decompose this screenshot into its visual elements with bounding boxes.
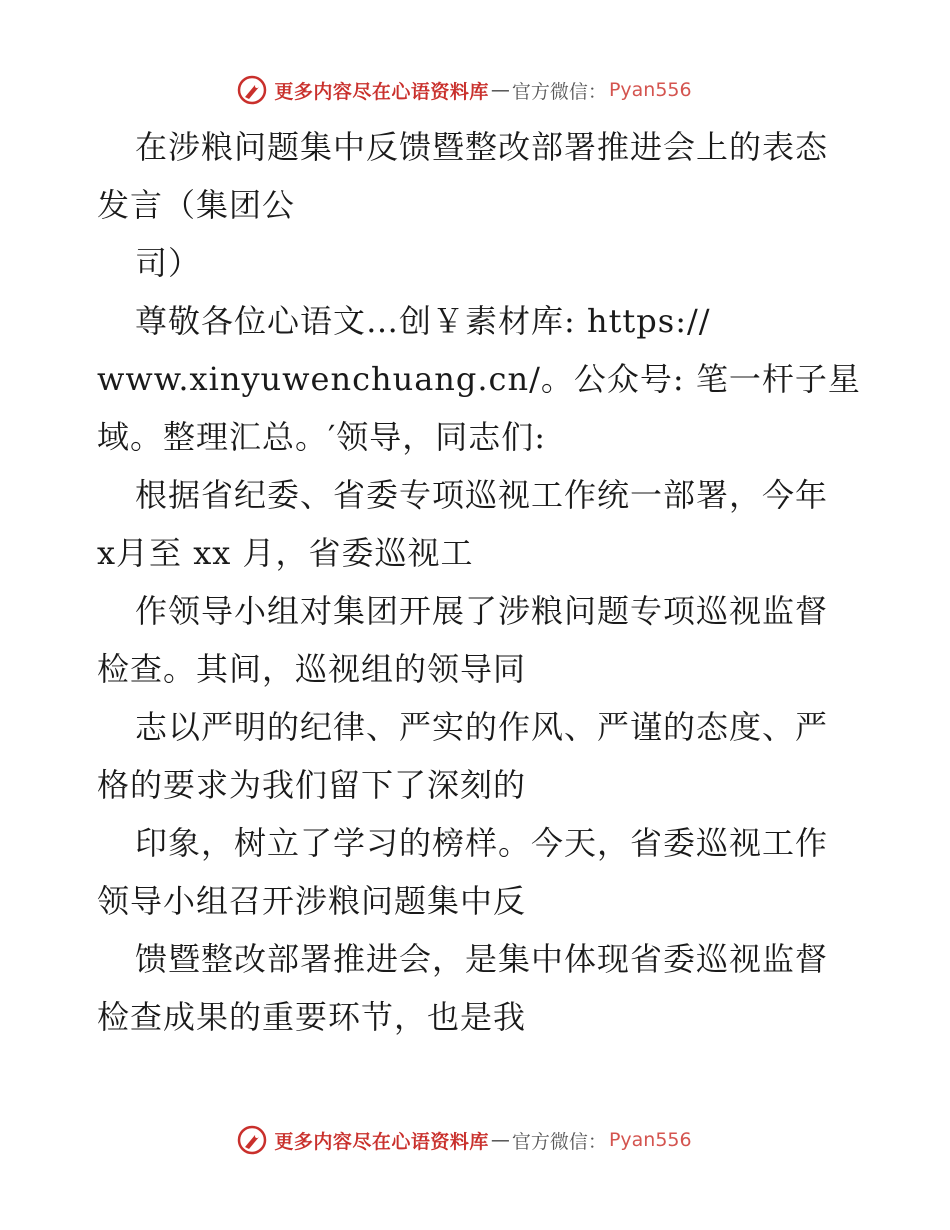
text-line: 根据省纪委、省委专项巡视工作统一部署，今年 [135, 476, 829, 514]
watermark-label: 官方微信： [511, 80, 607, 103]
header-watermark [0, 70, 950, 110]
text-line: 域。整理汇总。′领导，同志们: [97, 418, 547, 456]
text-line: 领导小组召开涉粮问题集中反 [97, 882, 527, 920]
watermark-main-text: 更多内容尽在心语资料库 [274, 80, 489, 103]
pen-nib-logo-icon [236, 1124, 268, 1156]
watermark-separator: — [490, 79, 510, 101]
text-line: 格的要求为我们留下了深刻的 [97, 766, 527, 804]
text-line: www.xinyuwenchuang.cn/。公众号: 笔一杆子星 [97, 360, 861, 398]
text-line: 印象，树立了学习的榜样。今天，省委巡视工作 [135, 824, 829, 862]
watermark-id: Pyan556 [608, 79, 692, 101]
text-line: 作领导小组对集团开展了涉粮问题专项巡视监督 [135, 592, 829, 630]
pen-nib-logo-icon [236, 74, 268, 106]
text-line: 司） [135, 244, 202, 282]
watermark-label: 官方微信： [511, 1130, 607, 1153]
watermark-separator: — [490, 1129, 510, 1151]
text-line: 在涉粮问题集中反馈暨整改部署推进会上的表态 [135, 128, 829, 166]
document-body [97, 118, 861, 1046]
footer-watermark [0, 1120, 950, 1160]
watermark-id: Pyan556 [608, 1129, 692, 1151]
text-line: x月至 xx 月，省委巡视工 [97, 534, 474, 572]
text-line: 发言（集团公 [97, 186, 296, 224]
text-line: 馈暨整改部署推进会，是集中体现省委巡视监督 [135, 940, 829, 978]
text-line: 尊敬各位心语文…创￥素材库: https:// [135, 302, 711, 340]
watermark-main-text: 更多内容尽在心语资料库 [274, 1130, 489, 1153]
text-line: 检查。其间，巡视组的领导同 [97, 650, 527, 688]
text-line: 检查成果的重要环节，也是我 [97, 998, 527, 1036]
text-line: 志以严明的纪律、严实的作风、严谨的态度、严 [135, 708, 829, 746]
